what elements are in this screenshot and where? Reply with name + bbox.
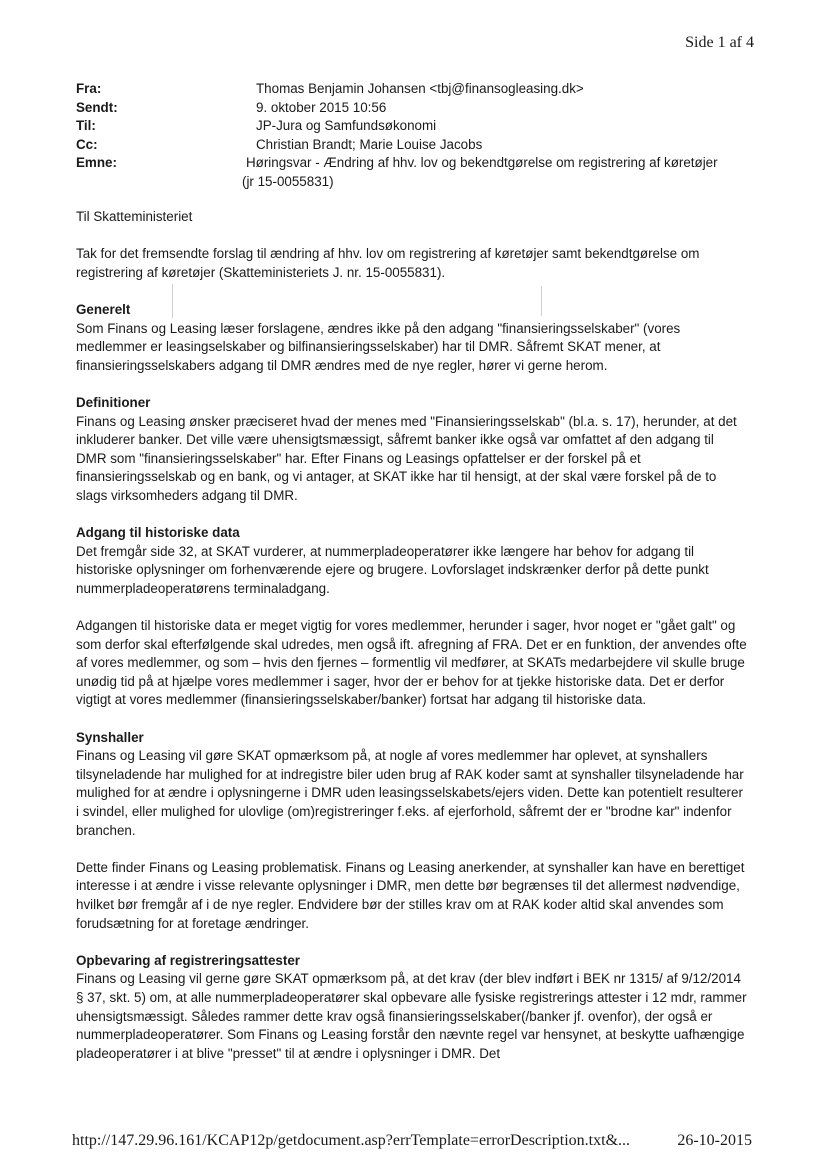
section-title: Adgang til historiske data [76,525,240,541]
section-paragraph: Dette finder Finans og Leasing problematisk. Finans og Leasing anerkender, at synshaller kan have en berettiget interesse i at ændre i visse relevante oplysninger i DMR, men dette bør begrænses til det allermest nødvendige, hvilket bør fremgår af i de nye regler. Endvidere bør der stilles krav om at RAK koder altid skal anvendes som forudsætning for at foretage ændringer. [76,859,745,931]
intro-paragraph: Tak for det fremsendte forslag til ændring af hhv. lov om registrering af køretøjer samt bekendtgørelse om registrering af køretøjer (Skatteministeriets J. nr. 15-0055831). [76,246,700,280]
header-row-sent [76,99,766,118]
cc-value: Christian Brandt; Marie Louise Jacobs [256,136,483,152]
section-registreringsattester [76,952,748,1064]
scan-artifact-line [172,284,173,318]
section-paragraph: Som Finans og Leasing læser forslagene, ændres ikke på den adgang "finansieringsselskaber" (vores medlemmer er leasingselskaber og bilfinansieringsselskaber) har til DMR. Såfremt SKAT mener, at finansieringsselskabers adgang til DMR ændres med de nye regler, hører vi gerne herom. [76,320,681,373]
header-row-to [76,117,766,136]
page-number: Side 1 af 4 [685,34,754,51]
footer-url: http://147.29.96.161/KCAP12p/getdocument.asp?errTemplate=errorDescription.txt&... [72,1132,631,1149]
section-paragraph: Finans og Leasing ønsker præciseret hvad der menes med "Finansieringsselskab" (bl.a. s. 17), herunder, at det inkluderer banker. Det ville være uhensigtsmæssigt, såfremt banker ikke også var omfattet af den adgang til DMR som "finansieringsselskaber" har. Efter Finans og Leasings opfattelser er der forskel på et finansieringsselskab og en bank, og vi antager, at SKAT ikke har til hensigt, at der skal være forskel på de to slags virksomheders adgang til DMR. [76,413,737,503]
scan-artifact-line [541,286,542,316]
footer-date: 26-10-2015 [677,1132,752,1149]
subject-value: Høringsvar - Ændring af hhv. lov og bekendtgørelse om registrering af køretøjer [246,155,718,171]
to-label: Til: [76,118,96,134]
sent-value: 9. oktober 2015 10:56 [256,99,387,115]
header-row-from [76,80,766,99]
sent-label: Sendt: [76,99,118,115]
section-paragraph: Finans og Leasing vil gøre SKAT opmærksom på, at nogle af vores medlemmer har oplevet, at synshallers tilsyneladende har mulighed for at indregistre biler uden brug af RAK koder samt at synshaller tilsyneladende har mulighed for at ændre i oplysningerne i DMR uden leasingsselskabets/ejers viden. Dette kan potentielt resulterer i svindel, eller mulighed for ulovlige (om)registreringer f.eks. af ejerforhold, såfremt der er "brodne kar" indenfor branchen. [76,748,744,838]
section-title: Generelt [76,301,131,317]
subject-value-continued: (jr 15-0055831) [242,173,334,189]
cc-label: Cc: [76,136,98,152]
section-title: Synshaller [76,729,144,745]
section-title: Opbevaring af registreringsattester [76,952,300,968]
from-value: Thomas Benjamin Johansen <tbj@finansogleasing.dk> [256,81,584,96]
section-generelt [76,301,748,375]
section-historiske-data [76,524,748,598]
email-header [76,80,766,192]
letter-body [76,208,748,1082]
page-footer [72,1132,752,1150]
subject-label: Emne: [76,155,117,171]
section-paragraph: Finans og Leasing vil gerne gøre SKAT opmærksom på, at det krav (der blev indført i BEK nr 1315/ af 9/12/2014 § 37, skt. 5) om, at alle nummerpladeoperatører skal opbevare alle fysiske registrerings attester i 12 mdr, rammer uhensigtsmæssigt. Således rammer dette krav også finansieringsselskaber(/banker jf. ovenfor), der også er nummerpladeoperatører. Som Finans og Leasing forstår den nævnte regel var hensynet, at beskytte uafhængige pladeoperatører i at blive "presset" til at ændre i oplysninger i DMR. Det [76,971,747,1061]
header-row-cc [76,136,766,155]
section-paragraph: Det fremgår side 32, at SKAT vurderer, at nummerpladeoperatører ikke længere har behov for adgang til historiske oplysninger om forhenværende ejere og brugere. Lovforslaget indskrænker derfor på dette punkt nummerpladeoperatørens terminaladgang. [76,543,709,596]
section-paragraph: Adgangen til historiske data er meget vigtig for vores medlemmer, herunder i sager, hvor noget er "gået galt" og som derfor skal efterfølgende skal udredes, men også ift. afregning af FRA. Det er en funktion, der anvendes ofte af vores medlemmer, og som – hvis den fjernes – formentlig vil medfører, at SKATs medarbejdere vil skulle bruge unødig tid på at hjælpe vores medlemmer i sager, hvor der er behov for at tjekke historiske data. Det er derfor vigtigt at vores medlemmer (finansieringsselskaber/banker) fortsat har adgang til historiske data. [76,618,747,708]
to-value: JP-Jura og Samfundsøkonomi [256,118,437,134]
section-synshaller [76,729,748,841]
section-title: Definitioner [76,394,151,410]
header-row-subject [76,154,766,173]
from-label: Fra: [76,81,102,96]
section-definitioner [76,394,748,506]
salutation: Til Skatteministeriet [76,209,193,224]
